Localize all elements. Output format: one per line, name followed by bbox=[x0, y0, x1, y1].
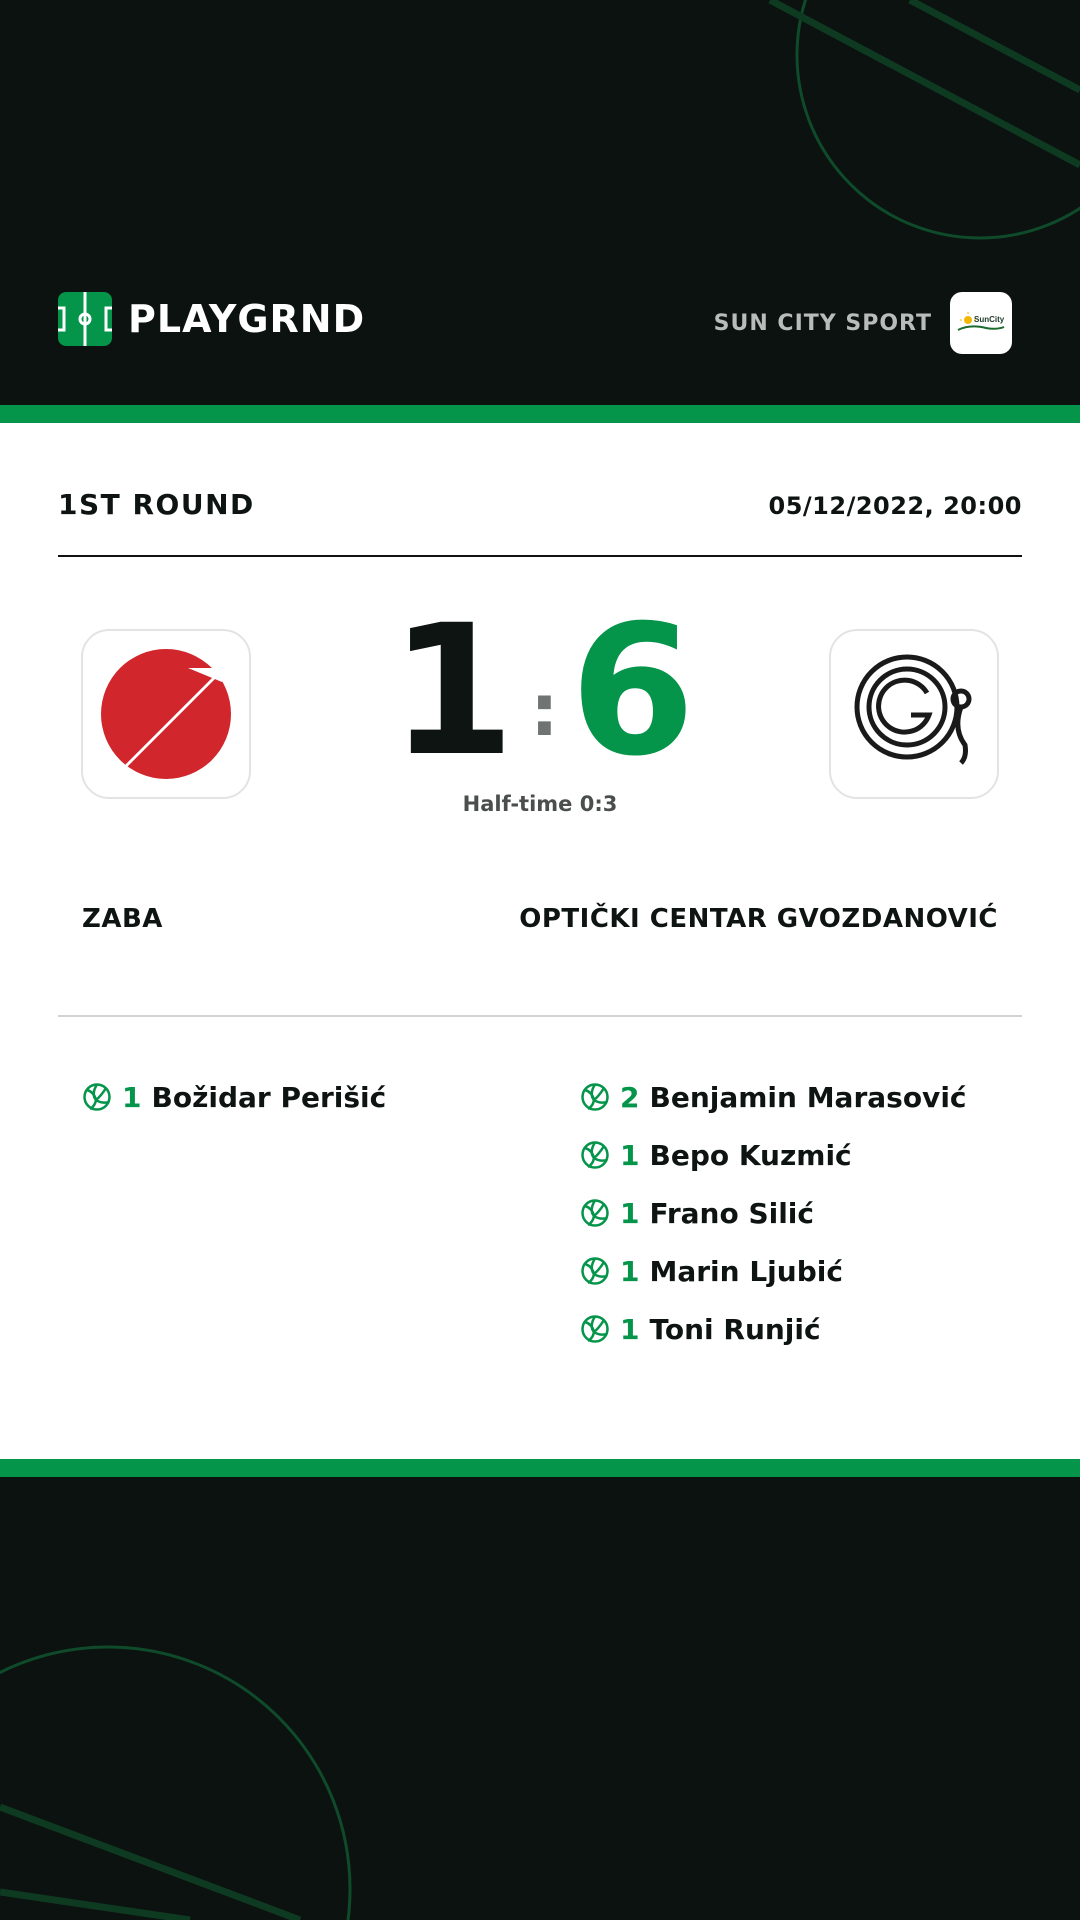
sponsor-name: SUN CITY SPORT bbox=[713, 310, 932, 336]
scorer-row bbox=[580, 1242, 967, 1300]
soccer-ball-icon bbox=[580, 1314, 610, 1344]
home-scorers bbox=[82, 1068, 386, 1126]
sponsor-logo bbox=[950, 292, 1012, 354]
divider bbox=[58, 555, 1022, 557]
away-scorers bbox=[580, 1068, 967, 1358]
scorer-name: Marin Ljubić bbox=[649, 1254, 843, 1288]
goal-count: 1 bbox=[620, 1196, 640, 1230]
scorer-name: Benjamin Marasović bbox=[649, 1080, 967, 1114]
scorer-name: Božidar Perišić bbox=[151, 1080, 387, 1114]
sponsor bbox=[714, 292, 1012, 354]
footer bbox=[0, 1477, 1080, 1920]
pitch-logo-icon bbox=[58, 292, 112, 346]
scoreboard bbox=[389, 587, 696, 796]
soccer-ball-icon bbox=[82, 1082, 112, 1112]
away-score: 6 bbox=[570, 587, 696, 796]
soccer-ball-icon bbox=[580, 1256, 610, 1286]
divider bbox=[58, 1015, 1022, 1017]
home-team-logo bbox=[81, 629, 251, 799]
goal-count: 1 bbox=[620, 1312, 640, 1346]
home-score: 1 bbox=[389, 587, 515, 796]
green-stripe-bottom bbox=[0, 1459, 1080, 1477]
scorer-row bbox=[580, 1300, 967, 1358]
away-team-logo bbox=[829, 629, 999, 799]
goal-count: 2 bbox=[620, 1080, 640, 1114]
goal-count: 1 bbox=[620, 1138, 640, 1172]
scorer-row bbox=[82, 1068, 386, 1126]
home-team-name: ZABA bbox=[82, 904, 163, 934]
match-datetime: 05/12/2022, 20:00 bbox=[768, 492, 1022, 520]
brand-name: PLAYGRND bbox=[128, 297, 366, 341]
scorer-row bbox=[580, 1068, 967, 1126]
scorer-row bbox=[580, 1126, 967, 1184]
soccer-ball-icon bbox=[580, 1140, 610, 1170]
scorer-name: Bepo Kuzmić bbox=[649, 1138, 852, 1172]
score-separator: : bbox=[530, 668, 559, 752]
pitch-lines-decoration bbox=[0, 1477, 1080, 1920]
zaba-logo-icon bbox=[98, 646, 234, 782]
halftime-score: Half-time 0:3 bbox=[462, 792, 618, 816]
scorer-row bbox=[580, 1184, 967, 1242]
goal-count: 1 bbox=[620, 1254, 640, 1288]
soccer-ball-icon bbox=[580, 1198, 610, 1228]
green-stripe-top bbox=[0, 405, 1080, 423]
goal-count: 1 bbox=[122, 1080, 142, 1114]
brand bbox=[58, 292, 365, 346]
scorer-name: Frano Silić bbox=[649, 1196, 814, 1230]
gvozdanovic-logo-icon bbox=[849, 649, 979, 779]
soccer-ball-icon bbox=[580, 1082, 610, 1112]
header bbox=[0, 0, 1080, 405]
suncity-logo-icon bbox=[956, 308, 1006, 338]
away-team-name: OPTIČKI CENTAR GVOZDANOVIĆ bbox=[519, 904, 998, 934]
round-label: 1ST ROUND bbox=[58, 488, 255, 521]
scorer-name: Toni Runjić bbox=[649, 1312, 821, 1346]
sponsor-logo-text: SunCity bbox=[974, 315, 1005, 324]
